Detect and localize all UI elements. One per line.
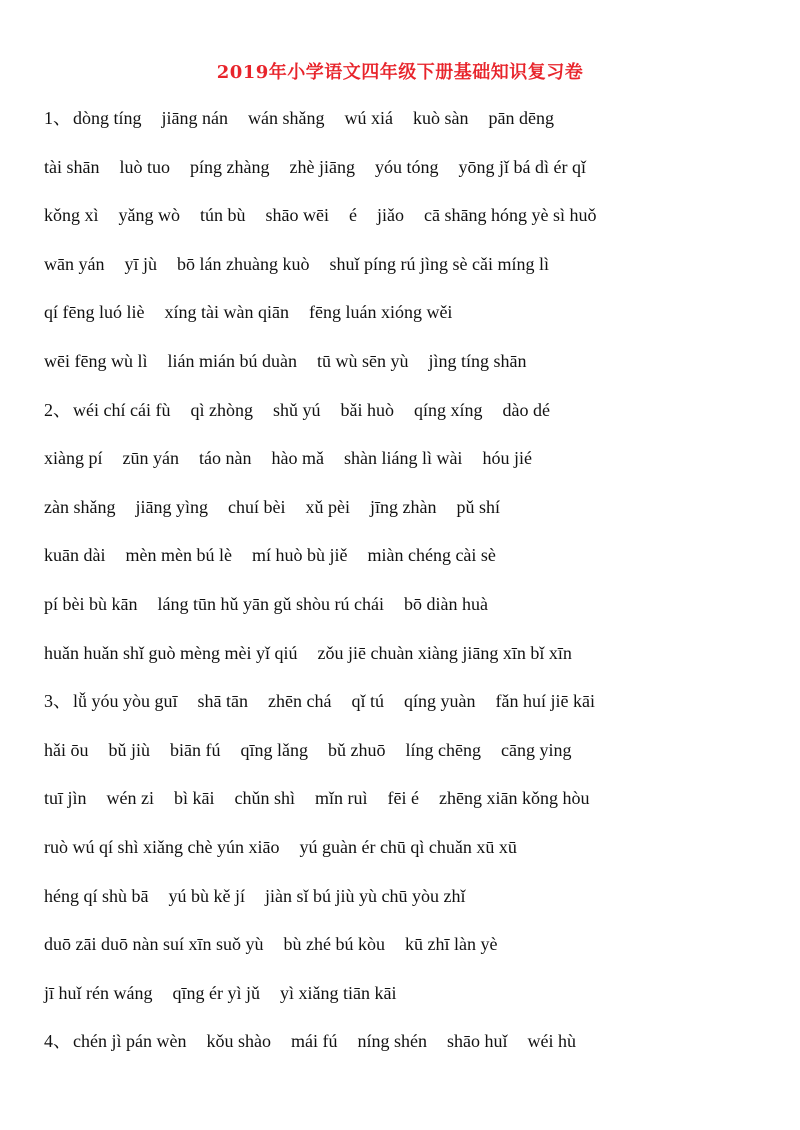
pinyin-term: jīng zhàn: [369, 496, 437, 517]
pinyin-term: shāo wēi: [265, 205, 330, 226]
pinyin-term: mèn mèn bú lè: [125, 545, 232, 566]
pinyin-term: yì xiǎng tiān kāi: [279, 982, 397, 1003]
pinyin-term: zhè jiāng: [289, 156, 355, 177]
pinyin-line: [44, 201, 774, 250]
pinyin-term: jìng tíng shān: [428, 350, 527, 371]
pinyin-term: bǔ zhuō: [328, 739, 386, 760]
pinyin-term: cā shāng hóng yè sì huǒ: [424, 205, 597, 226]
pinyin-term: chuí bèi: [227, 496, 286, 517]
pinyin-term: líng chēng: [405, 739, 481, 760]
pinyin-line: [44, 639, 774, 688]
pinyin-term: zhēn chá: [268, 691, 332, 712]
pinyin-term: jiāng nán: [161, 108, 228, 128]
pinyin-term: xiàng pí: [44, 448, 103, 469]
pinyin-term: bù zhé bú kòu: [283, 934, 385, 955]
pinyin-term: pǔ shí: [456, 496, 500, 517]
pinyin-term: lǚ yóu yòu guī: [73, 691, 178, 712]
pinyin-term: shàn liáng lì wài: [343, 448, 463, 469]
pinyin-term: xǔ pèi: [305, 496, 350, 517]
pinyin-term: zūn yán: [122, 448, 179, 469]
pinyin-term: héng qí shù bā: [44, 885, 149, 906]
pinyin-term: hǎi ōu: [44, 739, 89, 760]
pinyin-line: [44, 979, 774, 1028]
pinyin-term: shuǐ píng rú jìng sè cǎi míng lì: [329, 253, 549, 274]
pinyin-term: píng zhàng: [190, 156, 270, 177]
pinyin-line: [44, 541, 774, 590]
pinyin-term: miàn chéng cài sè: [367, 545, 496, 566]
pinyin-line: [44, 882, 774, 931]
pinyin-term: qīng ér yì jǔ: [172, 982, 260, 1003]
pinyin-term: pí bèi bù kān: [44, 593, 138, 614]
pinyin-term: tài shān: [44, 156, 100, 177]
pinyin-line: [44, 833, 774, 882]
pinyin-line: [44, 930, 774, 979]
pinyin-term: hóu jié: [482, 448, 532, 469]
pinyin-term: níng shén: [357, 1031, 427, 1052]
pinyin-lines: [44, 104, 774, 1076]
pinyin-term: pān dēng: [488, 108, 554, 128]
pinyin-term: jiǎo: [377, 205, 405, 226]
pinyin-term: yǎng wò: [118, 205, 181, 226]
pinyin-term: shǔ yú: [272, 399, 321, 420]
pinyin-term: wéi hù: [527, 1031, 576, 1052]
pinyin-term: zàn shǎng: [44, 496, 116, 517]
pinyin-term: huǎn huǎn shǐ guò mèng mèi yǐ qiú: [44, 642, 298, 663]
pinyin-term: bì kāi: [174, 788, 215, 809]
pinyin-term: qīng lǎng: [240, 739, 308, 760]
pinyin-term: biān fú: [170, 739, 221, 760]
pinyin-term: mái fú: [290, 1031, 338, 1052]
pinyin-term: kuān dài: [44, 545, 106, 566]
pinyin-term: jiàn sǐ bú jiù yù chū yòu zhǐ: [264, 885, 466, 906]
pinyin-term: shā tān: [197, 691, 248, 712]
pinyin-term: láng tūn hǔ yān gǔ shòu rú chái: [157, 593, 384, 614]
page-title: 2019年小学语文四年级下册基础知识复习卷: [216, 62, 584, 83]
pinyin-term: bǔ jiù: [108, 739, 151, 760]
pinyin-term: chǔn shì: [234, 788, 295, 809]
pinyin-term: dòng tíng: [73, 108, 142, 128]
pinyin-term: mǐn ruì: [315, 788, 368, 809]
pinyin-term: wú xiá: [344, 108, 393, 128]
pinyin-term: bō diàn huà: [403, 593, 488, 614]
pinyin-term: yú bù kě jí: [168, 885, 245, 906]
pinyin-term: yú guàn ér chū qì chuǎn xū xū: [299, 836, 517, 857]
pinyin-line: [44, 250, 774, 299]
pinyin-term: tuī jìn: [44, 788, 87, 809]
pinyin-term: yōng jǐ bá dì ér qǐ: [458, 156, 586, 177]
pinyin-term: bǎi huò: [340, 399, 394, 420]
question-number: 2、: [44, 399, 71, 420]
pinyin-line: [44, 736, 774, 785]
pinyin-term: fēng luán xióng wěi: [308, 302, 453, 323]
pinyin-term: tún bù: [200, 205, 246, 226]
pinyin-term: wén zi: [106, 788, 154, 809]
pinyin-term: kǒng xì: [44, 205, 99, 226]
pinyin-term: ruò wú qí shì xiǎng chè yún xiāo: [44, 836, 280, 857]
pinyin-line: [44, 104, 774, 153]
pinyin-term: mí huò bù jiě: [251, 545, 348, 566]
pinyin-term: zhēng xiān kǒng hòu: [438, 788, 590, 809]
pinyin-term: yī jù: [124, 253, 157, 274]
pinyin-term: cāng ying: [500, 739, 572, 760]
pinyin-term: bō lán zhuàng kuò: [177, 253, 310, 274]
pinyin-line: [44, 444, 774, 493]
pinyin-term: tū wù sēn yù: [316, 350, 409, 371]
pinyin-term: shāo huǐ: [446, 1031, 508, 1052]
pinyin-term: wán shǎng: [248, 108, 325, 128]
question-number: 1、: [44, 108, 71, 128]
pinyin-term: dào dé: [502, 399, 550, 420]
pinyin-term: qǐ tú: [351, 691, 384, 712]
pinyin-term: kū zhī làn yè: [404, 934, 498, 955]
pinyin-term: kǒu shào: [206, 1031, 271, 1052]
pinyin-line: [44, 493, 774, 542]
pinyin-term: qíng xíng: [413, 399, 483, 420]
question-number: 4、: [44, 1031, 71, 1052]
question-number: 3、: [44, 691, 71, 712]
pinyin-term: fǎn huí jiē kāi: [495, 691, 595, 712]
pinyin-term: zǒu jiē chuàn xiàng jiāng xīn bǐ xīn: [317, 642, 572, 663]
pinyin-term: chén jì pán wèn: [73, 1031, 187, 1052]
pinyin-term: wēi fēng wù lì: [44, 350, 148, 371]
pinyin-term: jī huǐ rén wáng: [44, 982, 153, 1003]
pinyin-term: wān yán: [44, 253, 105, 274]
pinyin-line: [44, 396, 774, 445]
pinyin-term: táo nàn: [198, 448, 252, 469]
pinyin-line: [44, 1027, 774, 1076]
pinyin-line: [44, 298, 774, 347]
pinyin-term: hào mǎ: [271, 448, 324, 469]
pinyin-term: kuò sàn: [412, 108, 469, 128]
pinyin-term: luò tuo: [119, 156, 171, 177]
pinyin-term: qì zhòng: [190, 399, 253, 420]
pinyin-term: qí fēng luó liè: [44, 302, 145, 323]
pinyin-term: xíng tài wàn qiān: [164, 302, 289, 323]
pinyin-term: lián mián bú duàn: [167, 350, 297, 371]
pinyin-line: [44, 153, 774, 202]
pinyin-line: [44, 347, 774, 396]
pinyin-line: [44, 687, 774, 736]
pinyin-term: wéi chí cái fù: [73, 399, 171, 420]
pinyin-term: jiāng yìng: [135, 496, 208, 517]
pinyin-term: duō zāi duō nàn suí xīn suǒ yù: [44, 934, 264, 955]
pinyin-term: fēi é: [387, 788, 419, 809]
pinyin-term: qíng yuàn: [403, 691, 476, 712]
pinyin-line: [44, 784, 774, 833]
pinyin-term: yóu tóng: [374, 156, 439, 177]
pinyin-term: é: [349, 205, 358, 226]
pinyin-line: [44, 590, 774, 639]
